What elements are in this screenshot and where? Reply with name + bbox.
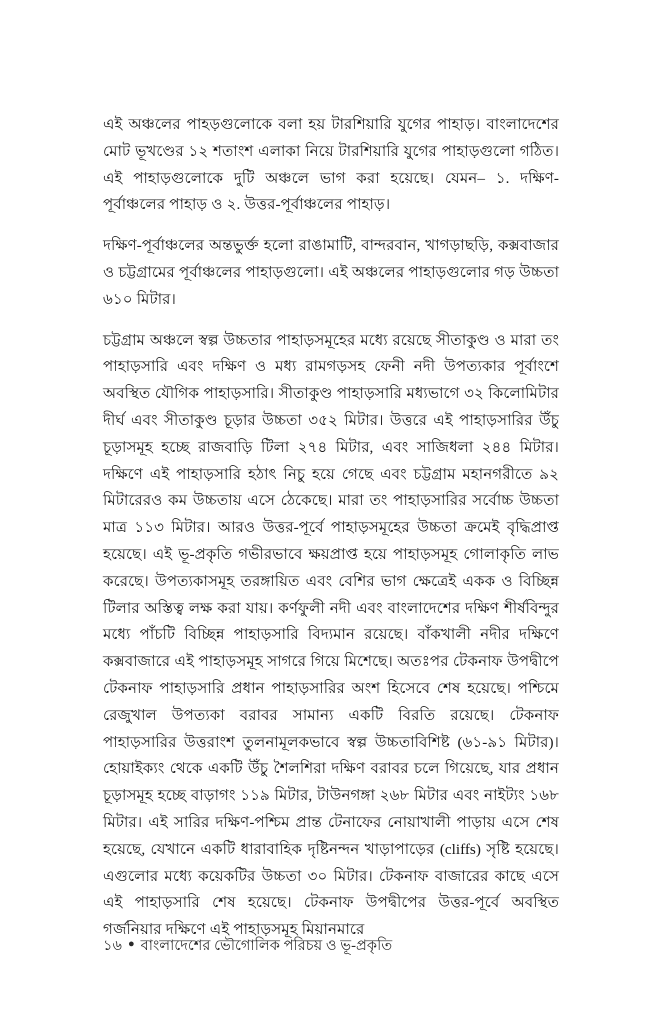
footer-book-title: বাংলাদেশের ভৌগোলিক পরিচয় ও ভূ-প্রকৃতি: [140, 938, 393, 954]
paragraph-1: এই অঞ্চলের পাহড়গুলোকে বলা হয় টারশিয়ারি যুগের পাহাড়। বাংলাদেশের মোট ভূখণ্ডের ১২ শতাংশ এলাকা নিয়ে টারশিয়ারি যুগের পাহাড়গুলো গঠিত। এই পাহাড়গুলোকে দুটি অঞ্চলে ভাগ করা হয়েছে। যেমন– ১. দক্ষিণ-পূর্বাঞ্চলের পাহাড় ও ২. উত্তর-পূর্বাঞ্চলের পাহাড়।: [103, 116, 559, 214]
page-footer: [103, 936, 559, 956]
footer-bullet-icon: ●: [127, 938, 135, 950]
footer-page-number: ১৬: [103, 938, 122, 954]
paragraph-3: চট্টগ্রাম অঞ্চলে স্বল্প উচ্চতার পাহাড়সমূহের মধ্যে রয়েছে সীতাকুণ্ড ও মারা তং পাহাড়সারি এবং দক্ষিণ ও মধ্য রামগড়সহ ফেনী নদী উপত্যকার পূর্বাংশে অবস্থিত যৌগিক পাহাড়সারি। সীতাকুণ্ড পাহাড়সারি মধ্যভাগে ৩২ কিলোমিটার দীর্ঘ এবং সীতাকুণ্ড চূড়ার উচ্চতা ৩৫২ মিটার। উত্তরে এই পাহাড়সারির উঁচু চূড়াসমূহ হচ্ছে রাজবাড়ি টিলা ২৭৪ মিটার, এবং সাজিধলা ২৪৪ মিটার। দক্ষিণে এই পাহাড়সারি হঠাৎ নিচু হয়ে গেছে এবং চট্টগ্রাম মহানগরীতে ৯২ মিটারেরও কম উচ্চতায় এসে ঠেকেছে। মারা তং পাহাড়সারির সর্বোচ্চ উচ্চতা মাত্র ১১৩ মিটার। আরও উত্তর-পূর্বে পাহাড়সমূহের উচ্চতা ক্রমেই বৃদ্ধিপ্রাপ্ত হয়েছে। এই ভূ-প্রকৃতি গভীরভাবে ক্ষয়প্রাপ্ত হয়ে পাহাড়সমূহ গোলাকৃতি লাভ করেছে। উপত্যকাসমূহ তরঙ্গায়িত এবং বেশির ভাগ ক্ষেত্রেই একক ও বিচ্ছিন্ন টিলার অস্তিত্ব লক্ষ করা যায়। কর্ণফুলী নদী এবং বাংলাদেশের দক্ষিণ শীর্ষবিন্দুর মধ্যে পাঁচটি বিচ্ছিন্ন পাহাড়সারি বিদ্যমান রয়েছে। বাঁকখালী নদীর দক্ষিণে কক্সবাজারে এই পাহাড়সমূহ সাগরে গিয়ে মিশেছে। অতঃপর টেকনাফ উপদ্বীপে টেকনাফ পাহাড়সারি প্রধান পাহাড়সারির অংশ হিসেবে শেষ হয়েছে। পশ্চিমে রেজুখাল উপত্যকা বরাবর সামান্য একটি বিরতি রয়েছে। টেকনাফ পাহাড়সারির উত্তরাংশ তুলনামূলকভাবে স্বল্প উচ্চতাবিশিষ্ট (৬১-৯১ মিটার)। হোয়াইক্যং থেকে একটি উঁচু শৈলশিরা দক্ষিণ বরাবর চলে গিয়েছে, যার প্রধান চূড়াসমূহ হচ্ছে বাড়াগং ১১৯ মিটার, টাউনগঙ্গা ২৬৮ মিটার এবং নাইট্যং ১৬৮ মিটার। এই সারির দক্ষিণ-পশ্চিম প্রান্ত টেনাফের নোয়াখালী পাড়ায় এসে শেষ হয়েছে, যেখানে একটি ধারাবাহিক দৃষ্টিনন্দন খাড়াপাড়ের (cliffs) সৃষ্টি হয়েছে। এগুলোর মধ্যে কয়েকটির উচ্চতা ৩০ মিটার। টেকনাফ বাজারের কাছে এসে এই পাহাড়সারি শেষ হয়েছে। টেকনাফ উপদ্বীপের উত্তর-পূর্বে অবস্থিত গর্জনিয়ার দক্ষিণে এই পাহাড়সমূহ মিয়ানমারে: [103, 331, 559, 939]
paragraph-2: দক্ষিণ-পূর্বাঞ্চলের অন্তভুর্ক্ত হলো রাঙামাটি, বান্দরবান, খাগড়াছড়ি, কক্সবাজার ও চট্টগ্রামের পূর্বাঞ্চলের পাহাড়গুলো। এই অঞ্চলের পাহাড়গুলোর গড় উচ্চতা ৬১০ মিটার।: [103, 237, 559, 308]
page-text-body: [103, 112, 559, 944]
